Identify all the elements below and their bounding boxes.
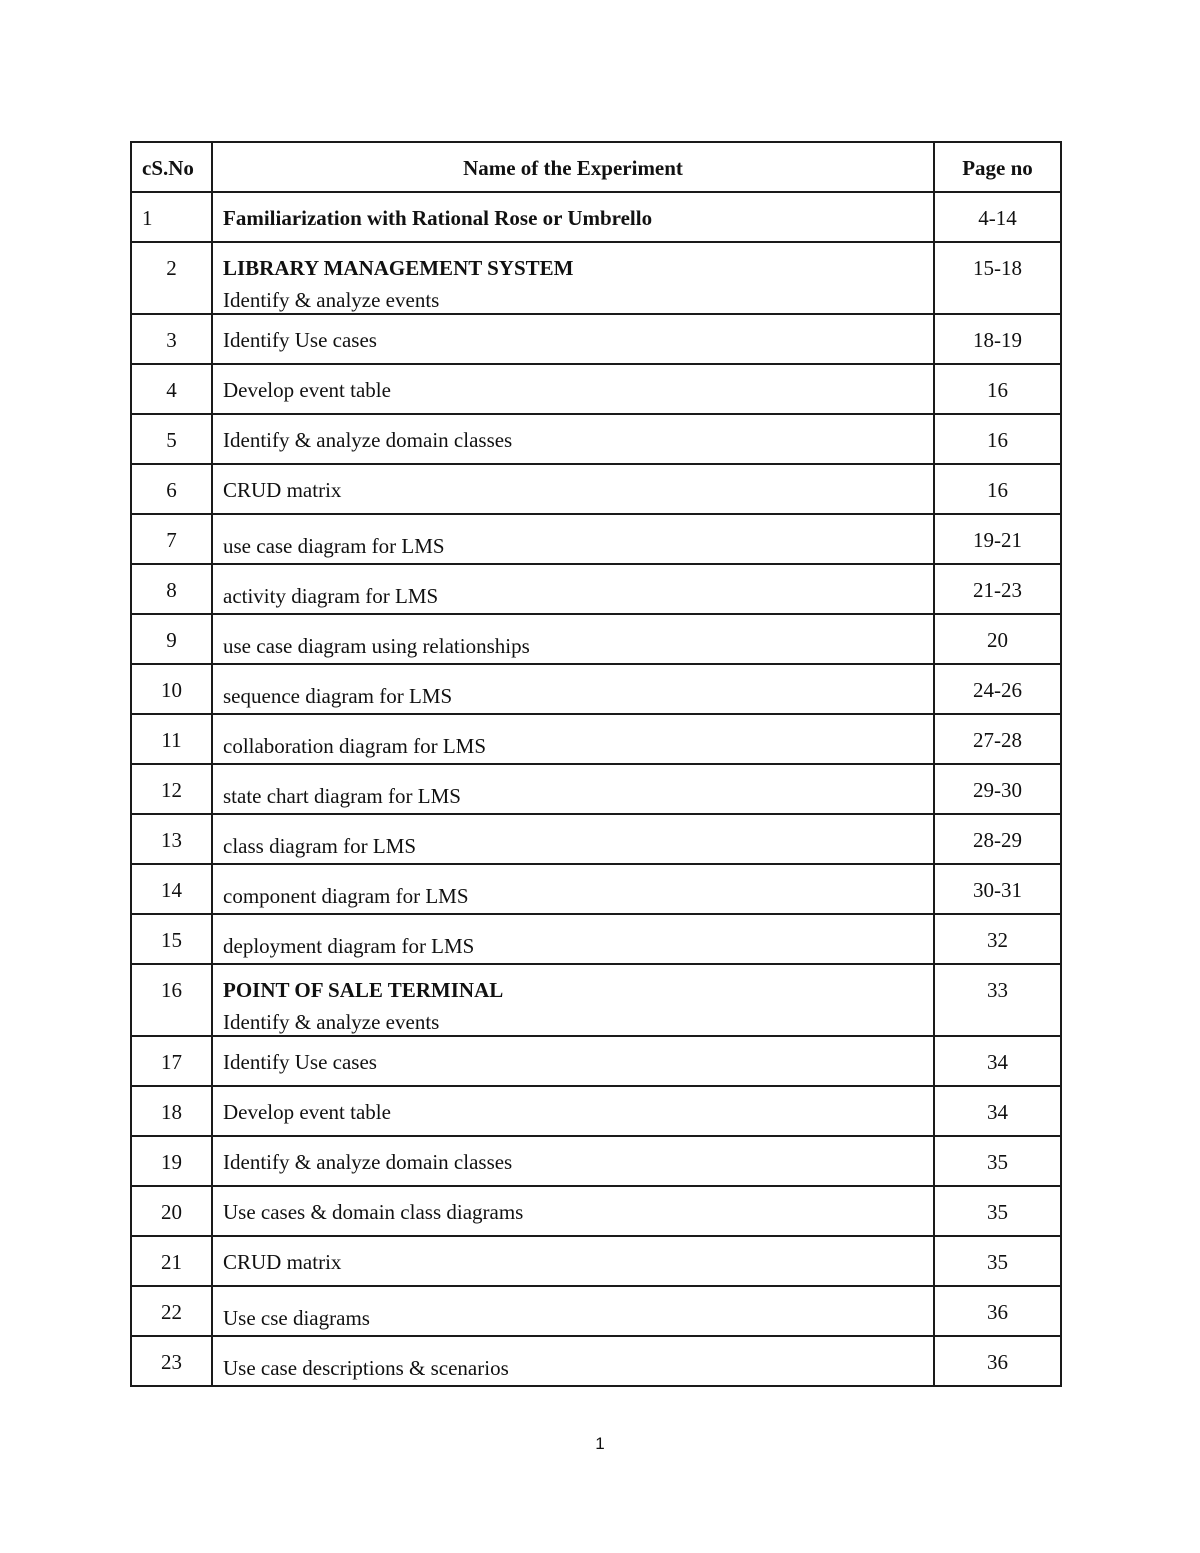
experiment-name-cell: Develop event table (212, 364, 934, 414)
table-row (131, 514, 1061, 564)
experiment-name-cell: collaboration diagram for LMS (212, 714, 934, 764)
section-heading: LIBRARY MANAGEMENT SYSTEM (223, 256, 574, 280)
table-row (131, 814, 1061, 864)
table-row (131, 242, 1061, 314)
page-number-cell: 35 (934, 1186, 1061, 1236)
experiment-name-cell: deployment diagram for LMS (212, 914, 934, 964)
page-number-cell: 36 (934, 1286, 1061, 1336)
page-number-cell: 19-21 (934, 514, 1061, 564)
table-row (131, 1186, 1061, 1236)
experiment-name-cell: Use cases & domain class diagrams (212, 1186, 934, 1236)
table-row (131, 1236, 1061, 1286)
experiment-name-cell: component diagram for LMS (212, 864, 934, 914)
table-row (131, 964, 1061, 1036)
table-row (131, 764, 1061, 814)
experiment-name-cell: sequence diagram for LMS (212, 664, 934, 714)
page-number-cell: 34 (934, 1036, 1061, 1086)
page-number-cell: 4-14 (934, 192, 1061, 242)
serial-number-cell: 8 (131, 564, 212, 614)
section-subitem: Identify & analyze events (223, 1010, 440, 1034)
page-number-cell: 29-30 (934, 764, 1061, 814)
page-number-cell: 24-26 (934, 664, 1061, 714)
page-number-cell: 30-31 (934, 864, 1061, 914)
serial-number-cell: 3 (131, 314, 212, 364)
serial-number-cell: 17 (131, 1036, 212, 1086)
serial-number-cell: 14 (131, 864, 212, 914)
page-number-cell: 18-19 (934, 314, 1061, 364)
table-row (131, 664, 1061, 714)
serial-number-cell: 1 (131, 192, 212, 242)
serial-number-cell: 23 (131, 1336, 212, 1386)
serial-number-cell: 21 (131, 1236, 212, 1286)
experiment-name-cell (212, 242, 934, 314)
table-row (131, 192, 1061, 242)
page-number-cell: 20 (934, 614, 1061, 664)
serial-number-cell: 6 (131, 464, 212, 514)
table-row (131, 1086, 1061, 1136)
experiment-name-cell (212, 964, 934, 1036)
page-number-cell: 15-18 (934, 242, 1061, 314)
serial-number-cell: 4 (131, 364, 212, 414)
table-row (131, 714, 1061, 764)
serial-number-cell: 13 (131, 814, 212, 864)
section-heading: POINT OF SALE TERMINAL (223, 978, 504, 1002)
serial-number-cell: 11 (131, 714, 212, 764)
table-row (131, 864, 1061, 914)
page-number-cell: 16 (934, 364, 1061, 414)
page-number-cell: 16 (934, 414, 1061, 464)
page-number-footer: 1 (595, 1434, 605, 1453)
header-page-number: Page no (934, 142, 1061, 192)
experiment-name-cell: Identify & analyze domain classes (212, 1136, 934, 1186)
page-number-cell: 28-29 (934, 814, 1061, 864)
experiment-name-cell: use case diagram using relationships (212, 614, 934, 664)
experiment-name-cell: CRUD matrix (212, 464, 934, 514)
serial-number-cell: 16 (131, 964, 212, 1036)
table-row (131, 1136, 1061, 1186)
table-row (131, 1286, 1061, 1336)
page-number-cell: 36 (934, 1336, 1061, 1386)
experiment-name-cell: state chart diagram for LMS (212, 764, 934, 814)
experiment-name-cell: Identify Use cases (212, 1036, 934, 1086)
table-row (131, 1036, 1061, 1086)
table-row (131, 1336, 1061, 1386)
experiment-name-cell: Use case descriptions & scenarios (212, 1336, 934, 1386)
experiment-name-cell: activity diagram for LMS (212, 564, 934, 614)
serial-number-cell: 10 (131, 664, 212, 714)
table-row (131, 914, 1061, 964)
experiment-name-cell: Use cse diagrams (212, 1286, 934, 1336)
experiments-table (130, 141, 1062, 1387)
serial-number-cell: 18 (131, 1086, 212, 1136)
table-row (131, 564, 1061, 614)
page-number-cell: 33 (934, 964, 1061, 1036)
table-row (131, 314, 1061, 364)
page-number-cell: 32 (934, 914, 1061, 964)
serial-number-cell: 19 (131, 1136, 212, 1186)
serial-number-cell: 12 (131, 764, 212, 814)
experiment-name-cell: Familiarization with Rational Rose or Umbrello (212, 192, 934, 242)
page-number-cell: 16 (934, 464, 1061, 514)
table-header-row (131, 142, 1061, 192)
page-number-cell: 35 (934, 1236, 1061, 1286)
experiment-name-cell: use case diagram for LMS (212, 514, 934, 564)
experiment-name-cell: CRUD matrix (212, 1236, 934, 1286)
page-number-cell: 27-28 (934, 714, 1061, 764)
serial-number-cell: 22 (131, 1286, 212, 1336)
section-subitem: Identify & analyze events (223, 288, 440, 312)
page-number-cell: 21-23 (934, 564, 1061, 614)
serial-number-cell: 2 (131, 242, 212, 314)
serial-number-cell: 15 (131, 914, 212, 964)
page-number-cell: 35 (934, 1136, 1061, 1186)
serial-number-cell: 20 (131, 1186, 212, 1236)
serial-number-cell: 9 (131, 614, 212, 664)
experiment-name-cell: Identify Use cases (212, 314, 934, 364)
table-row (131, 364, 1061, 414)
page-number-cell: 34 (934, 1086, 1061, 1136)
serial-number-cell: 7 (131, 514, 212, 564)
experiment-name-cell: Develop event table (212, 1086, 934, 1136)
header-serial-number: cS.No (131, 142, 212, 192)
experiment-name-cell: class diagram for LMS (212, 814, 934, 864)
table-row (131, 614, 1061, 664)
table-row (131, 414, 1061, 464)
header-experiment-name: Name of the Experiment (212, 142, 934, 192)
experiment-name-cell: Identify & analyze domain classes (212, 414, 934, 464)
table-row (131, 464, 1061, 514)
serial-number-cell: 5 (131, 414, 212, 464)
